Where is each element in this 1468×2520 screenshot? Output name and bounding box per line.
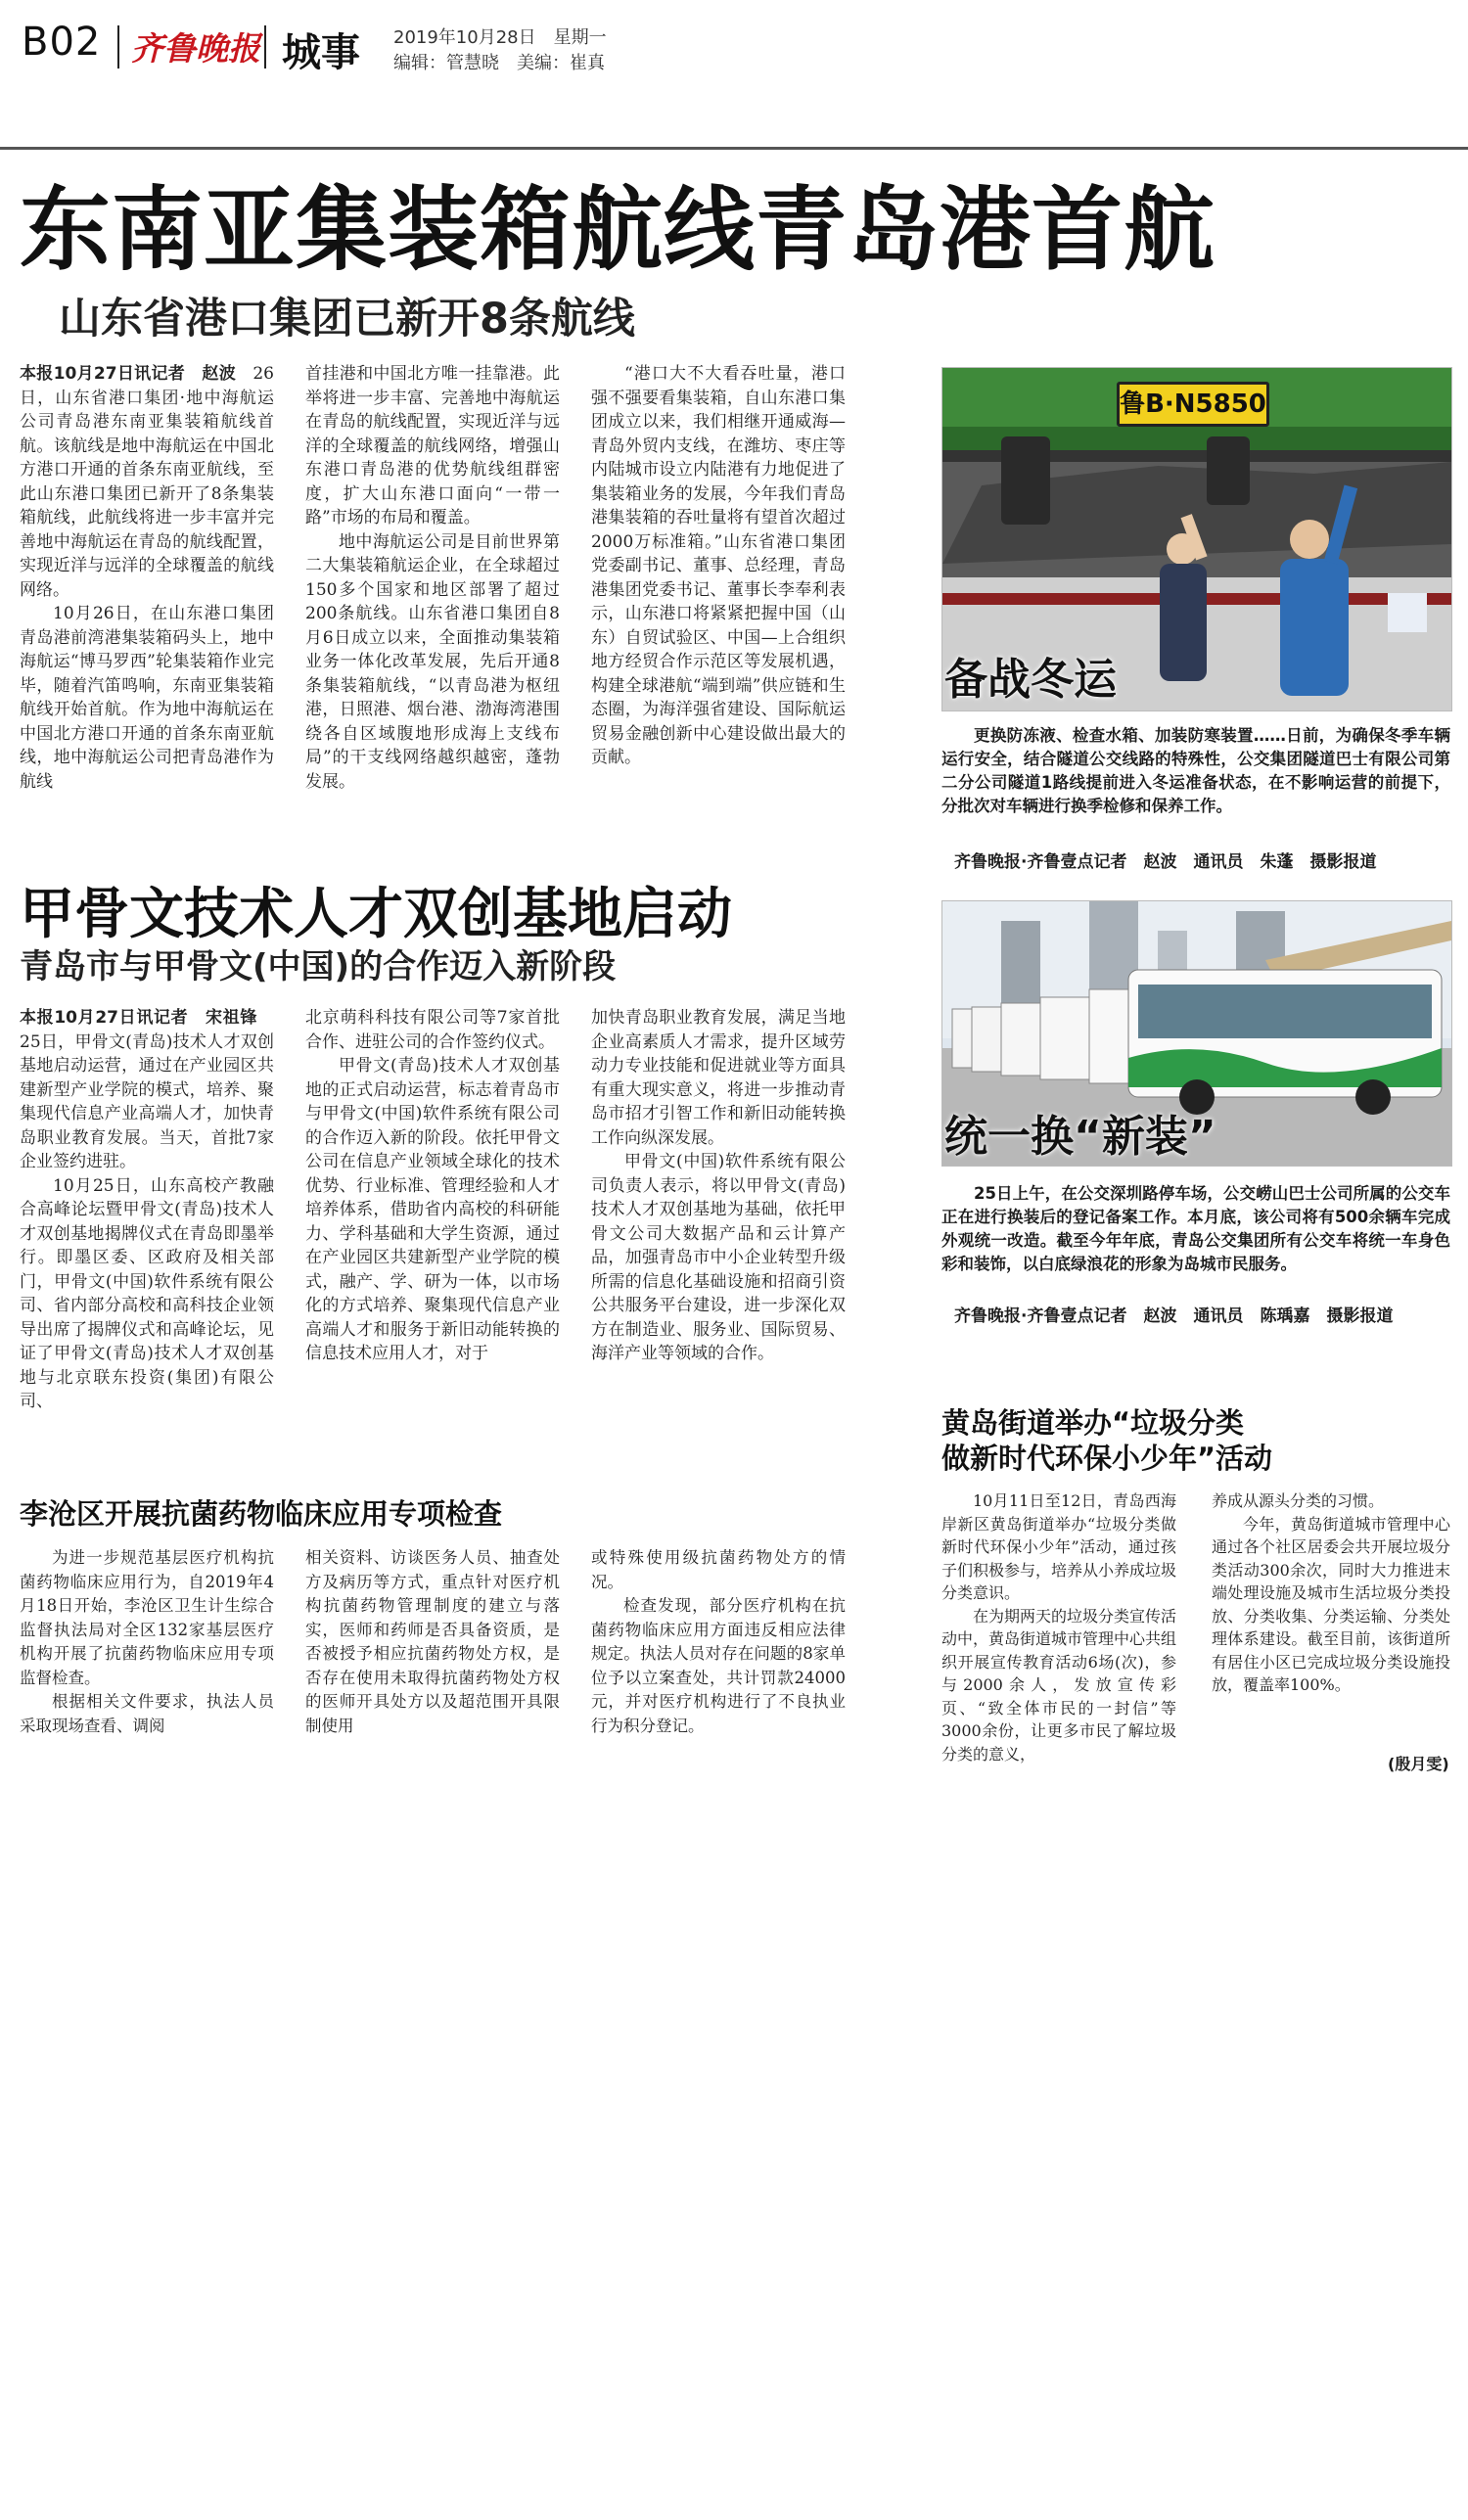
photo1-caption-text: 更换防冻液、检查水箱、加装防寒装置……日前，为确保冬季车辆运行安全，结合隧道公交线路的特殊性，公交集团隧道巴士有限公司第二分公司隧道1路线提前进入冬运准备状态，在不影响运营的前提下，分批次对车辆进行换季检修和保养工作。	[941, 726, 1450, 815]
article3-paragraph: 根据相关文件要求，执法人员采取现场查看、调阅	[20, 1692, 274, 1735]
paper-logo: 齐鲁晚报	[131, 29, 260, 68]
article3-column-1	[20, 1546, 274, 1738]
photo2-title: 统一换“新装”	[944, 1112, 1216, 1162]
article1-headline: 东南亚集装箱航线青岛港首航	[20, 177, 1216, 283]
article2-subheadline: 青岛市与甲骨文(中国)的合作迈入新阶段	[20, 947, 617, 986]
masthead-rule	[0, 147, 1468, 150]
issue-date: 2019年10月28日 星期一	[393, 27, 607, 48]
article2-column-2	[305, 1006, 560, 1366]
article1-paragraph: 26日，山东省港口集团·地中海航运公司青岛港东南亚集装箱航线首航。该航线是地中海航运在中国北方港口开通的首条东南亚航线，至此山东港口集团已新开了8条集装箱航线，此航线将进一步丰富并完善地中海航运在青岛的航线配置，实现近洋与远洋的全球覆盖的航线网络。	[20, 364, 274, 600]
article2-headline: 甲骨文技术人才双创基地启动	[20, 883, 732, 946]
article4-paragraph: 10月11日至12日，青岛西海岸新区黄岛街道举办“垃圾分类做新时代环保小少年”活动，通过孩子们积极参与，培养从小养成垃圾分类意识。	[941, 1491, 1177, 1602]
article3-paragraph: 或特殊使用级抗菌药物处方的情况。	[591, 1548, 846, 1591]
article2-paragraph: 甲骨文(中国)软件系统有限公司负责人表示，将以甲骨文(青岛)技术人才双创基地为基础，依托甲骨文公司大数据产品和云计算产品，加强青岛市中小企业转型升级所需的信息化基础设施和招商引资公共服务平台建设，进一步深化双方在制造业、服务业、国际贸易、海洋产业等领域的合作。	[591, 1152, 846, 1363]
photo2-caption	[941, 1182, 1450, 1276]
editor-credits: 编辑：管慧晓 美编：崔真	[393, 53, 605, 73]
article3-paragraph: 检查发现，部分医疗机构在抗菌药物临床应用方面违反相应法律规定。执法人员对存在问题的8家单位予以立案查处，共计罚款24000元，并对医疗机构进行了不良执业行为积分登记。	[591, 1596, 846, 1735]
photo1-caption	[941, 724, 1450, 818]
article2-paragraph: 甲骨文(青岛)技术人才双创基地的正式启动运营，标志着青岛市与甲骨文(中国)软件系统有限公司的合作迈入新的阶段。依托甲骨文公司在信息产业领域全球化的技术优势、行业标准、管理经验和人才培养体系，借助省内高校的科研能力、学科基础和大学生资源，通过在产业园区共建新型产业学院的模式，融产、学、研为一体，以市场化的方式培养、聚集现代信息产业高端人才和服务于新旧动能转换的信息技术应用人才，对于	[305, 1056, 560, 1363]
article1-paragraph: 首挂港和中国北方唯一挂靠港。此举将进一步丰富、完善地中海航运在青岛的航线配置，实现近洋与远洋的全球覆盖的航线网络，增强山东港口青岛港的优势航线组群密度，扩大山东港口面向“一带一路”市场的布局和覆盖。	[305, 364, 560, 527]
photo2-credit: 齐鲁晚报·齐鲁壹点记者 赵波 通讯员 陈瑀嘉 摄影报道	[954, 1306, 1394, 1326]
article2-column-3	[591, 1006, 846, 1366]
article1-column-2	[305, 362, 560, 794]
article3-paragraph: 相关资料、访谈医务人员、抽查处方及病历等方式，重点针对医疗机构抗菌药物管理制度的建立与落实，医师和药师是否具备资质，是否被授予相应抗菌药物处方权，是否存在使用未取得抗菌药物处方权的医师开具处方以及超范围开具限制使用	[305, 1548, 560, 1735]
article2-paragraph: 北京萌科科技有限公司等7家首批合作、进驻公司的合作签约仪式。	[305, 1008, 560, 1052]
photo-new-livery	[941, 900, 1452, 1167]
article1-column-3	[591, 362, 846, 770]
article3-headline: 李沧区开展抗菌药物临床应用专项检查	[20, 1497, 503, 1531]
article2-dateline: 本报10月27日讯记者 宋祖锋	[20, 1008, 257, 1028]
article4-paragraph: 今年，黄岛街道城市管理中心通过各个社区居委会共开展垃圾分类活动300余次，同时大力推进末端处理设施及城市生活垃圾分类投放、分类收集、分类运输、分类处理体系建设。截至目前，该街道所有居住小区已完成垃圾分类设施投放，覆盖率100%。	[1212, 1514, 1450, 1694]
article4-headline-line2: 做新时代环保小少年”活动	[941, 1442, 1273, 1475]
page-number: B02	[22, 20, 102, 65]
photo-winter-maintenance	[941, 367, 1452, 711]
photo1-credit: 齐鲁晚报·齐鲁壹点记者 赵波 通讯员 朱蓬 摄影报道	[954, 852, 1377, 872]
article4-column-2	[1212, 1489, 1450, 1697]
article4-column-1	[941, 1489, 1176, 1765]
article1-dateline: 本报10月27日讯记者 赵波	[20, 364, 237, 384]
article1-paragraph: “港口大不大看吞吐量，港口强不强要看集装箱，自山东港口集团成立以来，我们相继开通威海—青岛外贸内支线，在潍坊、枣庄等内陆城市设立内陆港有力地促进了集装箱业务的发展，今年我们青岛港集装箱的吞吐量将有望首次超过2000万标准箱。”山东省港口集团党委副书记、董事、总经理，青岛港集团党委书记、董事长李奉利表示，山东港口将紧紧把握中国（山东）自贸试验区、中国—上合组织地方经贸合作示范区等发展机遇，构建全球港航“端到端”供应链和生态圈，为海洋强省建设、国际航运贸易金融创新中心建设做出最大的贡献。	[591, 364, 846, 767]
article4-paragraph: 在为期两天的垃圾分类宣传活动中，黄岛街道城市管理中心共组织开展宣传教育活动6场(次)，参与2000余人，发放宣传彩页、“致全体市民的一封信”等3000余份，让更多市民了解垃圾分类的意义，	[941, 1606, 1177, 1764]
article3-column-3	[591, 1546, 846, 1738]
photo1-title: 备战冬运	[944, 655, 1117, 705]
article2-paragraph: 25日，甲骨文(青岛)技术人才双创基地启动运营，通过在产业园区共建新型产业学院的模式，培养、聚集现代信息产业高端人才，加快青岛职业教育发展。当天，首批7家企业签约进驻。	[20, 1008, 274, 1171]
license-plate: 鲁B·N5850	[1117, 382, 1269, 427]
article2-paragraph: 加快青岛职业教育发展，满足当地企业高素质人才需求，提升区域劳动力专业技能和促进就业等方面具有重大现实意义，将进一步推动青岛市招才引智工作和新旧动能转换工作向纵深发展。	[591, 1008, 846, 1148]
article4-paragraph: 养成从源头分类的习惯。	[1212, 1491, 1385, 1510]
article1-paragraph: 10月26日，在山东港口集团青岛港前湾港集装箱码头上，地中海航运“博马罗西”轮集装箱作业完毕，随着汽笛鸣响，东南亚集装箱航线开始首航。作为地中海航运在中国北方港口开通的首条东南亚航线，地中海航运公司把青岛港作为航线	[20, 604, 274, 792]
article4-headline-line1: 黄岛街道举办“垃圾分类	[941, 1406, 1245, 1440]
article1-column-1	[20, 362, 274, 794]
article3-paragraph: 为进一步规范基层医疗机构抗菌药物临床应用行为，自2019年4月18日开始，李沧区卫生计生综合监督执法局对全区132家基层医疗机构开展了抗菌药物临床应用专项监督检查。	[20, 1548, 274, 1687]
masthead-divider	[117, 25, 119, 69]
article4-author: (殷月雯)	[1388, 1755, 1449, 1773]
article1-paragraph: 地中海航运公司是目前世界第二大集装箱航运企业，在全球超过150多个国家和地区部署了超过200条航线。山东省港口集团自8月6日成立以来，全面推动集装箱业务一体化改革发展，先后开通8条集装箱航线，“以青岛港为枢纽港，日照港、烟台港、渤海湾港围绕各自区域腹地形成海上支线布局”的干支线网络越织越密，蓬勃发展。	[305, 531, 560, 792]
article2-column-1	[20, 1006, 274, 1414]
section-name: 城事	[282, 30, 360, 75]
photo2-caption-text: 25日上午，在公交深圳路停车场，公交崂山巴士公司所属的公交车正在进行换装后的登记备案工作。本月底，该公司将有500余辆车完成外观统一改造。截至今年年底，青岛公交集团所有公交车将统一车身色彩和装饰，以白底绿浪花的形象为岛城市民服务。	[941, 1184, 1450, 1273]
masthead-divider	[264, 25, 266, 69]
article2-paragraph: 10月25日，山东高校产教融合高峰论坛暨甲骨文(青岛)技术人才双创基地揭牌仪式在青岛即墨举行。即墨区委、区政府及相关部门，甲骨文(中国)软件系统有限公司、省内部分高校和高科技企业领导出席了揭牌仪式和高峰论坛，见证了甲骨文(青岛)技术人才双创基地与北京联东投资(集团)有限公司、	[20, 1175, 274, 1411]
article1-subheadline: 山东省港口集团已新开8条航线	[59, 295, 635, 344]
article3-column-2	[305, 1546, 560, 1738]
